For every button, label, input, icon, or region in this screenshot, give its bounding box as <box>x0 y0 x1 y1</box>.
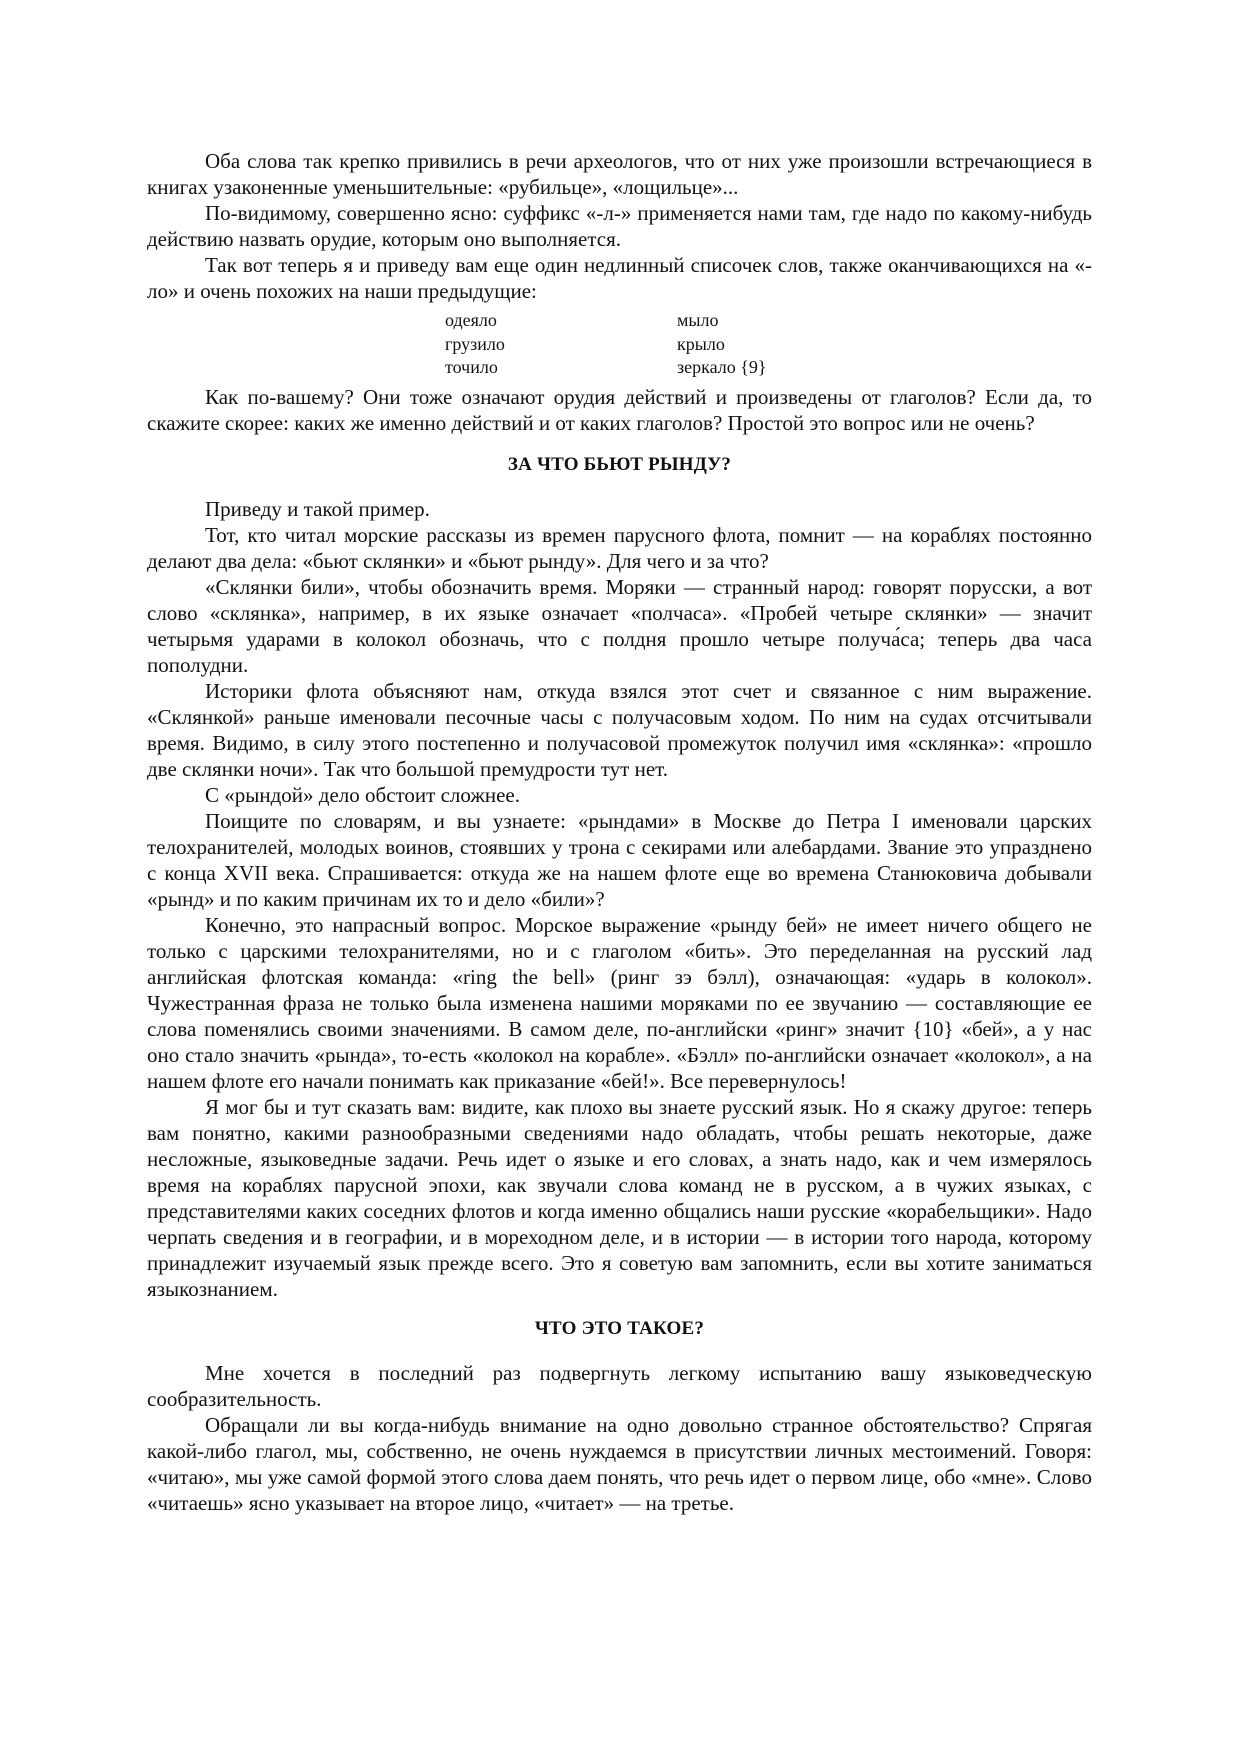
paragraph: Конечно, это напрасный вопрос. Морское выражение «рынду бей» не имеет ничего общего не только с царскими телохранителями, но и с глаголом «бить». Это переделанная на русский лад английская флотская команда: «ring the bell» (ринг зэ бэлл), означающая: «ударь в колокол». Чужестранная фраза не только была изменена нашими моряками по ее звучанию — составляющие ее слова поменялись своими значениями. В самом деле, по-английски «ринг» значит {10} «бей», а у нас оно стало значить «рында», то-есть «колокол на корабле». «Бэлл» по-английски означает «колокол», а на нашем флоте его начали понимать как приказание «бей!». Все перевернулось! <box>147 912 1092 1093</box>
paragraph: Обращали ли вы когда-нибудь внимание на одно довольно странное обстоятельство? Спрягая какой-либо глагол, мы, собственно, не очень нуждаемся в присутствии личных местоимений. Говоря: «читаю», мы уже самой формой этого слова даем понять, что речь идет о первом лице, обо «мне». Слово «читаешь» ясно указывает на второе лицо, «читает» — на третье. <box>147 1412 1092 1515</box>
word-list <box>445 309 1092 380</box>
word-list-item: крыло <box>677 333 725 354</box>
paragraph: Оба слова так крепко привились в речи археологов, что от них уже произошли встречающиеся в книгах узаконенные уменьшительные: «рубильце», «лощильце»... <box>147 149 1092 199</box>
section-heading-what-is-it: ЧТО ЭТО ТАКОЕ? <box>534 1317 705 1339</box>
word-list-item: мыло <box>677 310 719 330</box>
document-page <box>147 148 1092 1516</box>
section-heading-rynda: ЗА ЧТО БЬЮТ РЫНДУ? <box>507 453 732 475</box>
word-list-item: зеркало {9} <box>677 357 767 377</box>
word-list-item: одеяло <box>445 310 497 330</box>
paragraph: Мне хочется в последний раз подвергнуть легкому испытанию вашу языковедческую сообразительность. <box>147 1360 1092 1411</box>
paragraph: «Склянки били», чтобы обозначить время. Моряки — странный народ: говорят порусски, а вот слово «склянка», например, в их языке означает «полчаса». «Пробей четыре склянки» — значит четырьмя ударами в колокол обозначь, что с полдня прошло четыре получа́са; теперь два часа пополудни. <box>147 574 1092 677</box>
paragraph: Так вот теперь я и приведу вам еще один недлинный списочек слов, также оканчивающихся на «-ло» и очень похожих на наши предыдущие: <box>147 253 1092 303</box>
paragraph: Тот, кто читал морские рассказы из времен парусного флота, помнит — на кораблях постоянно делают два дела: «бьют склянки» и «бьют рынду». Для чего и за что? <box>147 522 1092 573</box>
paragraph: С «рындой» дело обстоит сложнее. <box>205 782 520 807</box>
paragraph: По-видимому, совершенно ясно: суффикс «-л-» применяется нами там, где надо по какому-нибудь действию назвать орудие, которым оно выполняется. <box>147 201 1092 251</box>
paragraph: Поищите по словарям, и вы узнаете: «рындами» в Москве до Петра I именовали царских телохранителей, молодых воинов, стоявших у трона с секирами или алебардами. Звание это упразднено с конца XVII века. Спрашивается: откуда же на нашем флоте еще во времена Станюковича добывали «рынд» и по каким причинам их то и дело «били»? <box>147 808 1092 911</box>
word-list-item: точило <box>445 357 498 377</box>
word-list-item: грузило <box>445 333 505 354</box>
paragraph: Как по-вашему? Они тоже означают орудия действий и произведены от глаголов? Если да, то скажите скорее: каких же именно действий и от каких глаголов? Простой это вопрос или не очень? <box>147 384 1092 435</box>
paragraph: Я мог бы и тут сказать вам: видите, как плохо вы знаете русский язык. Но я скажу другое: теперь вам понятно, какими разнообразными сведениями надо обладать, чтобы решать некоторые, даже несложные, языковедные задачи. Речь идет о языке и его словах, а знать надо, как и чем измерялось время на кораблях парусной эпохи, как звучали слова команд не в русском, а в чужих языках, с представителями каких соседних флотов и когда именно общались наши русские «корабельщики». Надо черпать сведения и в географии, и в мореходном деле, и в истории — в истории того народа, которому принадлежит изучаемый язык прежде всего. Это я советую вам запомнить, если вы хотите заниматься языкознанием. <box>147 1094 1092 1301</box>
paragraph: Историки флота объясняют нам, откуда взялся этот счет и связанное с ним выражение. «Склянкой» раньше именовали песочные часы с получасовым ходом. По ним на судах отсчитывали время. Видимо, в силу этого постепенно и получасовой промежуток получил имя «склянка»: «прошло две склянки ночи». Так что большой премудрости тут нет. <box>147 678 1092 781</box>
paragraph: Приведу и такой пример. <box>205 496 430 521</box>
